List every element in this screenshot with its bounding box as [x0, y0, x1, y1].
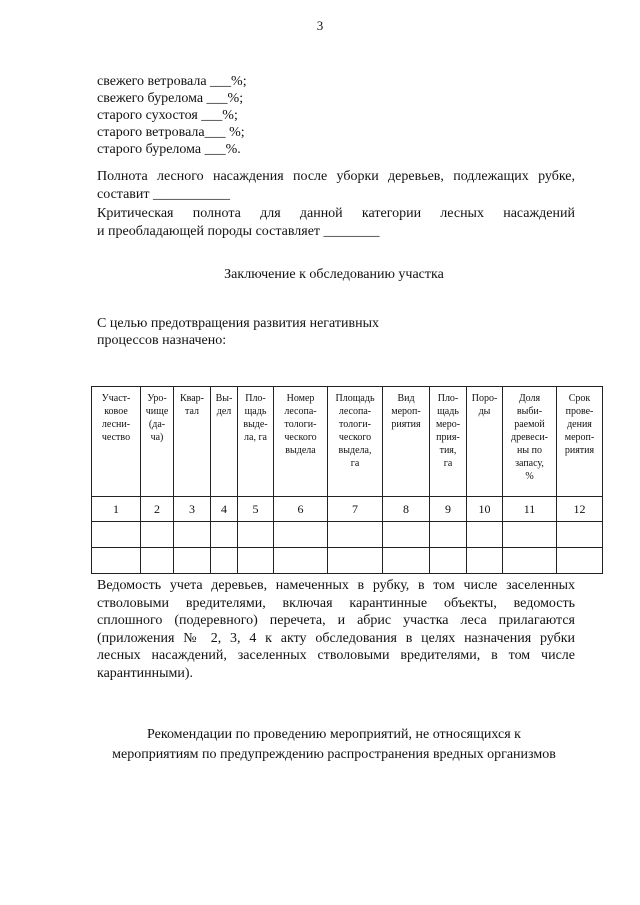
number-cell: 4 [211, 497, 238, 522]
header-cell-allotment: Вы- дел [211, 387, 238, 497]
attachment-paragraph [97, 577, 575, 682]
attachment-line-5: лесных насаждений, заселенных стволовыми вредителями, в том числе [97, 648, 575, 663]
header-cell-pathology-area: Площадь лесопа- тологи- ческого выдела, га [328, 387, 383, 497]
empty-cell [383, 522, 430, 548]
table-header-row [92, 387, 603, 497]
empty-cell [92, 548, 141, 574]
number-cell: 3 [174, 497, 211, 522]
empty-cell [238, 522, 274, 548]
page-number: 3 [316, 18, 324, 33]
attachment-line-4: (приложения № 2, 3, 4 к акту обследования в целях назначения рубки [97, 630, 575, 646]
recommendations-line-2: мероприятиям по предупреждению распространения вредных организмов [112, 747, 556, 762]
percent-line-old-windfall: старого ветровала___ %; [97, 125, 245, 140]
empty-cell [383, 548, 430, 574]
percent-list [97, 73, 247, 158]
attachment-line-1: Ведомость учета деревьев, намеченных в рубку, в том числе заселенных [97, 578, 575, 593]
density-after-paragraph [97, 168, 575, 203]
table-number-row [92, 497, 603, 522]
percent-line-fresh-windfall: свежего ветровала ___%; [97, 74, 247, 89]
header-cell-measure-area: Пло- щадь меро- прия- тия, га [430, 387, 467, 497]
recommendations-line-1: Рекомендации по проведению мероприятий, не относящихся к [147, 727, 521, 742]
empty-cell [211, 548, 238, 574]
empty-cell [174, 522, 211, 548]
header-cell-quarter: Квар- тал [174, 387, 211, 497]
density-after-line-2: составит ___________ [97, 186, 230, 202]
header-cell-wood-share: Доля выби- раемой древеси- ны по запасу, % [503, 387, 557, 497]
percent-line-old-windbreak: старого бурелома ___%. [97, 142, 241, 157]
number-cell: 11 [503, 497, 557, 522]
empty-cell [174, 548, 211, 574]
attachment-line-3: сплошного (подеревного) перечета, и абрис участка леса прилагаются [97, 613, 575, 628]
empty-cell [274, 548, 328, 574]
percent-line-old-deadwood: старого сухостоя ___%; [97, 108, 238, 123]
purpose-line-1: С целью предотвращения развития негативных [97, 316, 380, 331]
number-cell: 1 [92, 497, 141, 522]
empty-cell [557, 548, 603, 574]
purpose-line-2: процессов назначено: [97, 333, 227, 348]
critical-density-line-1: Критическая полнота для данной категории лесных насаждений [97, 206, 575, 221]
empty-cell [274, 522, 328, 548]
empty-cell [430, 522, 467, 548]
header-cell-tract: Уро- чище (да- ча) [141, 387, 174, 497]
header-cell-pathology-number: Номер лесопа- тологи- ческого выдела [274, 387, 328, 497]
empty-cell [141, 548, 174, 574]
header-cell-term: Срок прове- дения мероп- риятия [557, 387, 603, 497]
number-cell: 8 [383, 497, 430, 522]
number-cell: 5 [238, 497, 274, 522]
empty-cell [92, 522, 141, 548]
empty-cell [141, 522, 174, 548]
number-cell: 7 [328, 497, 383, 522]
empty-cell [557, 522, 603, 548]
density-after-line-1: Полнота лесного насаждения после уборки деревьев, подлежащих рубке, [97, 169, 575, 184]
empty-cell [467, 522, 503, 548]
recommendations-heading [0, 726, 640, 763]
percent-line-fresh-windbreak: свежего бурелома ___%; [97, 91, 244, 106]
purpose-paragraph [97, 315, 379, 349]
number-cell: 2 [141, 497, 174, 522]
header-cell-allotment-area: Пло- щадь выде- ла, га [238, 387, 274, 497]
header-cell-district: Участ- ковое лесни- чество [92, 387, 141, 497]
number-cell: 9 [430, 497, 467, 522]
table-row [92, 548, 603, 574]
empty-cell [211, 522, 238, 548]
empty-cell [328, 548, 383, 574]
header-cell-species: Поро- ды [467, 387, 503, 497]
table-row [92, 522, 603, 548]
empty-cell [430, 548, 467, 574]
attachment-line-2: стволовыми вредителями, включая карантинные объекты, ведомость [97, 595, 575, 611]
conclusion-title: Заключение к обследованию участка [224, 267, 444, 282]
number-cell: 12 [557, 497, 603, 522]
empty-cell [238, 548, 274, 574]
number-cell: 10 [467, 497, 503, 522]
attachment-line-6: карантинными). [97, 665, 194, 681]
empty-cell [503, 522, 557, 548]
empty-cell [503, 548, 557, 574]
header-cell-measure-type: Вид мероп- риятия [383, 387, 430, 497]
critical-density-line-2: и преобладающей породы составляет ________ [97, 223, 380, 239]
empty-cell [467, 548, 503, 574]
measures-table [91, 386, 603, 574]
critical-density-paragraph [97, 205, 575, 240]
number-cell: 6 [274, 497, 328, 522]
empty-cell [328, 522, 383, 548]
